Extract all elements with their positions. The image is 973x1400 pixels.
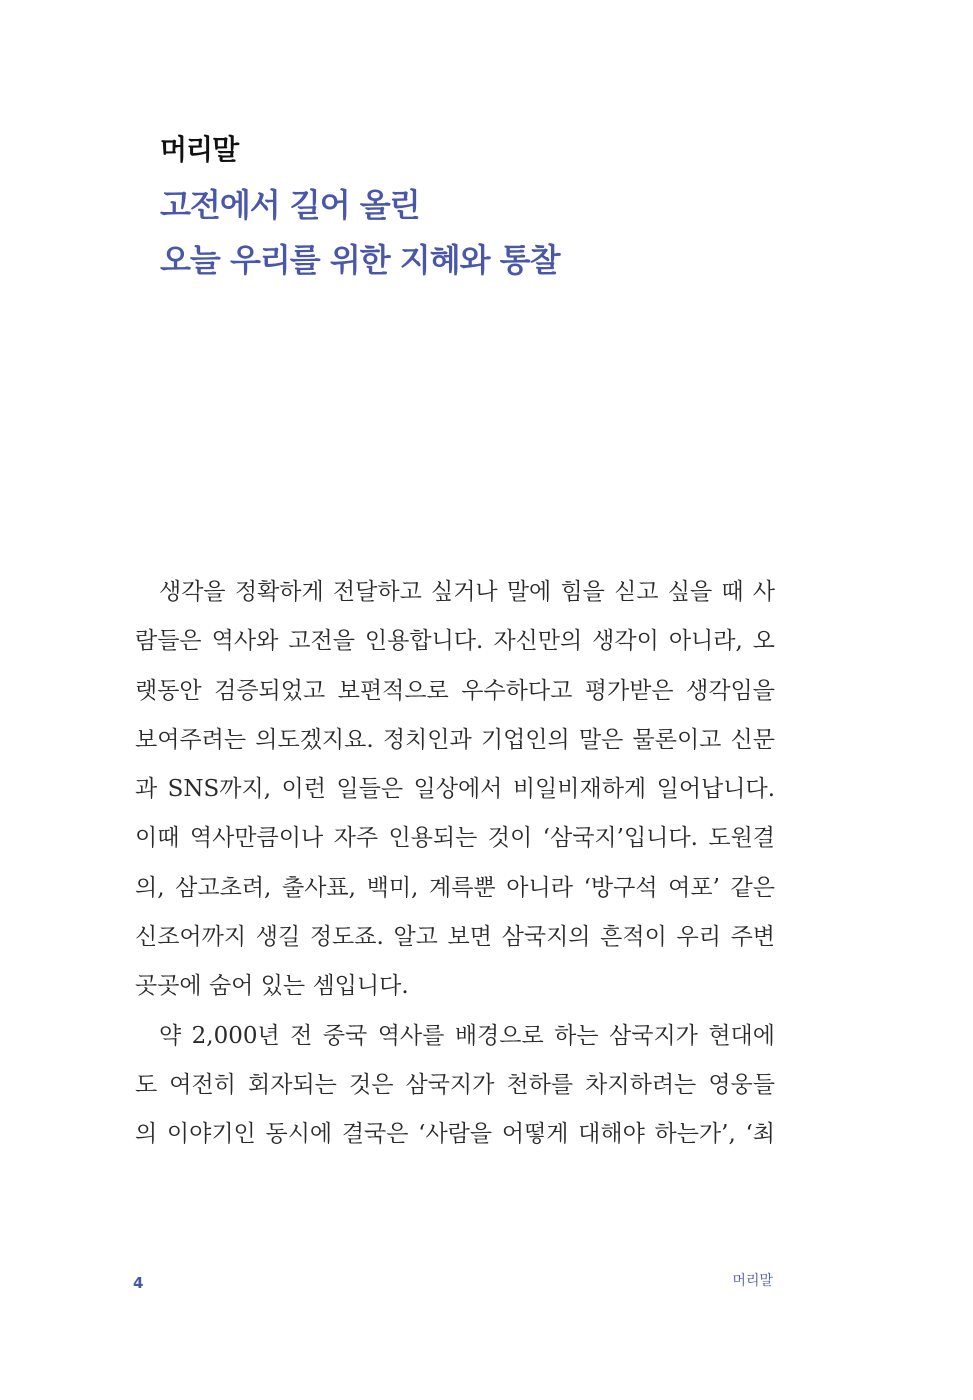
text-line: 의, 삼고초려, 출사표, 백미, 계륵뿐 아니라 ‘방구석 여포’ 같은 xyxy=(135,874,775,901)
text-line: 과 SNS까지, 이런 일들은 일상에서 비일비재하게 일어납니다. xyxy=(135,776,775,803)
text-line: 랫동안 검증되었고 보편적으로 우수하다고 평가받은 생각임을 xyxy=(135,677,775,704)
text-line: 약 2,000년 전 중국 역사를 배경으로 하는 삼국지가 현대에 xyxy=(159,1022,775,1049)
text-line: 보여주려는 의도겠지요. 정치인과 기업인의 말은 물론이고 신문 xyxy=(135,726,775,753)
paragraph xyxy=(135,1012,775,1160)
running-footer-section: 머리말 xyxy=(732,1273,773,1289)
title-line: 고전에서 길어 올린 xyxy=(160,186,420,224)
text-line: 의 이야기인 동시에 결국은 ‘사람을 어떻게 대해야 하는가’, ‘최 xyxy=(135,1121,775,1148)
page-number: 4 xyxy=(133,1274,144,1292)
paragraph xyxy=(135,568,775,1012)
text-line: 이때 역사만큼이나 자주 인용되는 것이 ‘삼국지’입니다. 도원결 xyxy=(135,825,775,852)
text-line: 람들은 역사와 고전을 인용합니다. 자신만의 생각이 아니라, 오 xyxy=(135,628,775,655)
chapter-title xyxy=(160,178,560,288)
text-line: 신조어까지 생길 정도죠. 알고 보면 삼국지의 흔적이 우리 주변 xyxy=(135,924,775,951)
body-text xyxy=(135,568,775,1160)
title-line: 오늘 우리를 위한 지혜와 통찰 xyxy=(160,241,560,279)
text-line: 도 여전히 회자되는 것은 삼국지가 천하를 차지하려는 영웅들 xyxy=(135,1071,775,1098)
text-line: 생각을 정확하게 전달하고 싶거나 말에 힘을 싣고 싶을 때 사 xyxy=(159,579,775,605)
text-line: 곳곳에 숨어 있는 셈입니다. xyxy=(135,973,409,1000)
section-label: 머리말 xyxy=(160,133,239,166)
